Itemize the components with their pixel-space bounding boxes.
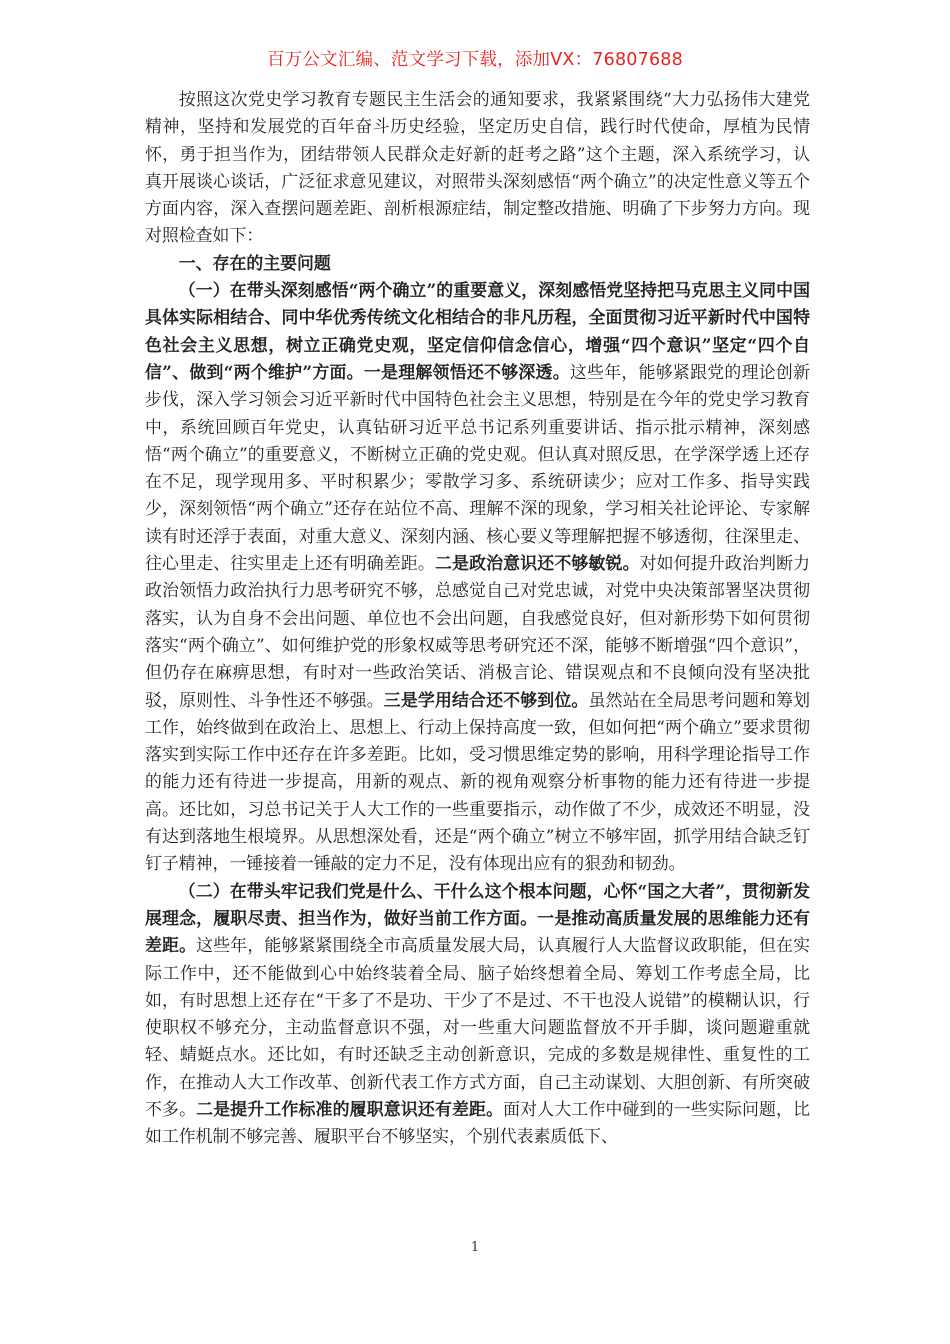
paragraph-1-text-2: 对如何提升政治判断力政治领悟力政治执行力思考研究不够，总感觉自己对党忠诚，对党中央决策部署坚决贯彻落实，认为自身不会出问题、单位也不会出问题，自我感觉良好，但对新形势下如何贯彻落实“两个确立”、如何维护党的形象权威等思考研究还不深，能够不断增强“四个意识”，但仍存在麻痹思想，有时对一些政治笑话、消极言论、错误观点和不良倾向没有坚决批驳，原则性、斗争性还不够强。 xyxy=(145,553,811,710)
problem-paragraph-2 xyxy=(145,878,810,1151)
problem-paragraph-1 xyxy=(145,277,810,878)
paragraph-2-text-1: 这些年，能够紧紧围绕全市高质量发展大局，认真履行人大监督议政职能，但在实际工作中，还不能做到心中始终装着全局、脑子始终想着全局、筹划工作考虑全局，比如，有时思想上还存在“干多了不是功、干少了不是过、不干也没人说错”的模糊认识，行使职权不够充分，主动监督意识不强，对一些重大问题监督放不开手脚，谈问题避重就轻、蜻蜓点水。还比如，有时还缺乏主动创新意识，完成的多数是规律性、重复性的工作，在推动人大工作改革、创新代表工作方式方面，自己主动谋划、大胆创新、有所突破不多。 xyxy=(145,935,811,1119)
paragraph-1-lead: （一）在带头深刻感悟“两个确立”的重要意义，深刻感悟党坚持把马克思主义同中国具体实际相结合、同中华优秀传统文化相结合的非凡历程，全面贯彻习近平新时代中国特色社会主义思想，树立正确党史观，坚定信仰信念信心，增强“四个意识”坚定“四个自信”、做到“两个维护”方面。一是理解领悟还不够深透。 xyxy=(145,280,810,382)
watermark-header: 百万公文汇编、范文学习下载，添加VX：76807688 xyxy=(267,50,683,70)
paragraph-2-text-2: 面对人大工作中碰到的一些实际问题，比如工作机制不够完善、履职平台不够坚实，个别代表素质低下、 xyxy=(145,1098,811,1147)
page-number: 1 xyxy=(470,1240,480,1255)
paragraph-2-point-2: 二是提升工作标准的履职意识还有差距。 xyxy=(196,1098,504,1119)
paragraph-1-text-3: 虽然站在全局思考问题和筹划工作，始终做到在政治上、思想上、行动上保持高度一致，但如何把“两个确立”要求贯彻落实到实际工作中还存在许多差距。比如，受习惯思维定势的影响，用科学理论指导工作的能力还有待进一步提高，用新的观点、新的视角观察分析事物的能力还有待进一步提高。还比如，习总书记关于人大工作的一些重要指示，动作做了不少，成效还不明显，没有达到落地生根境界。从思想深处看，还是“两个确立”树立不够牢固，抓学用结合缺乏钉钉子精神，一锤接着一锤敲的定力不足，没有体现出应有的狠劲和韧劲。 xyxy=(145,689,811,874)
paragraph-1-text-1: 这些年，能够紧跟党的理论创新步伐，深入学习领会习近平新时代中国特色社会主义思想，特别是在今年的党史学习教育中，系统回顾百年党史，认真钻研习近平总书记系列重要讲话、指示批示精神，深刻感悟“两个确立”的重要意义，不断树立正确的党史观。但认真对照反思，在学深学透上还存在不足，现学现用多、平时积累少；零散学习多、系统研读少；应对工作多、指导实践少，深刻领悟“两个确立”还存在站位不高、理解不深的现象，学习相关社论评论、专家解读有时还浮于表面，对重大意义、深刻内涵、核心要义等理解把握不够透彻，往深里走、往心里走、往实里走上还有明确差距。 xyxy=(145,361,810,574)
paragraph-1-point-3: 三是学用结合还不够到位。 xyxy=(383,689,589,710)
intro-paragraph: 按照这次党史学习教育专题民主生活会的通知要求，我紧紧围绕“大力弘扬伟大建党精神，坚持和发展党的百年奋斗历史经验，坚定历史自信，践行时代使命，厚植为民情怀，勇于担当作为，团结带领人民群众走好新的赶考之路”这个主题，深入系统学习，认真开展谈心谈话，广泛征求意见建议，对照带头深刻感悟“两个确立”的决定性意义等五个方面内容，深入查摆问题差距、剖析根源症结，制定整改措施、明确了下步努力方向。现对照检查如下： xyxy=(145,89,810,246)
document-body xyxy=(145,86,810,1151)
section-heading: 一、存在的主要问题 xyxy=(178,252,331,273)
paragraph-1-point-2: 二是政治意识还不够敏锐。 xyxy=(434,553,640,574)
paragraph-2-lead: （二）在带头牢记我们党是什么、干什么这个根本问题，心怀“国之大者”，贯彻新发展理念，履职尽责、担当作为，做好当前工作方面。一是推动高质量发展的思维能力还有差距。 xyxy=(145,880,810,956)
